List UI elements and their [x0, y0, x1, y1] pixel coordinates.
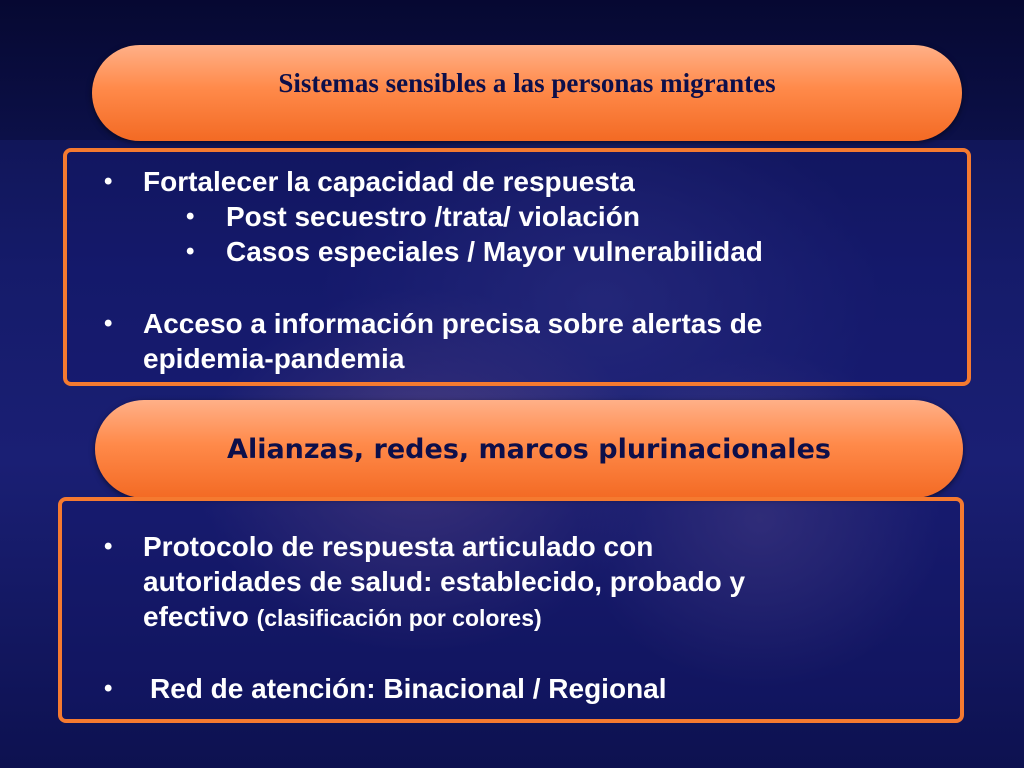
section1-subitem-2: Casos especiales / Mayor vulnerabilidad: [226, 236, 763, 267]
section1-item-1: Fortalecer la capacidad de respuesta: [143, 166, 635, 197]
section2-item-1-note: (clasificación por colores): [256, 605, 542, 631]
section2-item-1-line2: autoridades de salud: establecido, probado y: [143, 566, 746, 597]
section2-item-2: Red de atención: Binacional / Regional: [150, 673, 667, 704]
section2-item-1-line1: Protocolo de respuesta articulado con: [143, 531, 654, 562]
section2-title: Alianzas, redes, marcos plurinacionales: [227, 433, 831, 465]
section1-item-2-line2: epidemia-pandemia: [143, 343, 405, 374]
bullet-icon: •: [186, 203, 195, 230]
bullet-icon: •: [104, 168, 113, 195]
bullet-icon: •: [104, 533, 113, 560]
section1-title: Sistemas sensibles a las personas migrantes: [278, 67, 776, 98]
section2-title-banner: [95, 400, 963, 498]
section1-subitem-1: Post secuestro /trata/ violación: [226, 201, 640, 232]
section1-title-banner: [92, 45, 962, 141]
section1-item-2-line1: Acceso a información precisa sobre alertas de: [143, 308, 763, 339]
bullet-icon: •: [186, 238, 195, 265]
section2-item-1-line3: [143, 600, 542, 635]
bullet-icon: •: [104, 675, 113, 702]
section2-item-1-effective: efectivo: [143, 601, 249, 632]
bullet-icon: •: [104, 310, 113, 337]
